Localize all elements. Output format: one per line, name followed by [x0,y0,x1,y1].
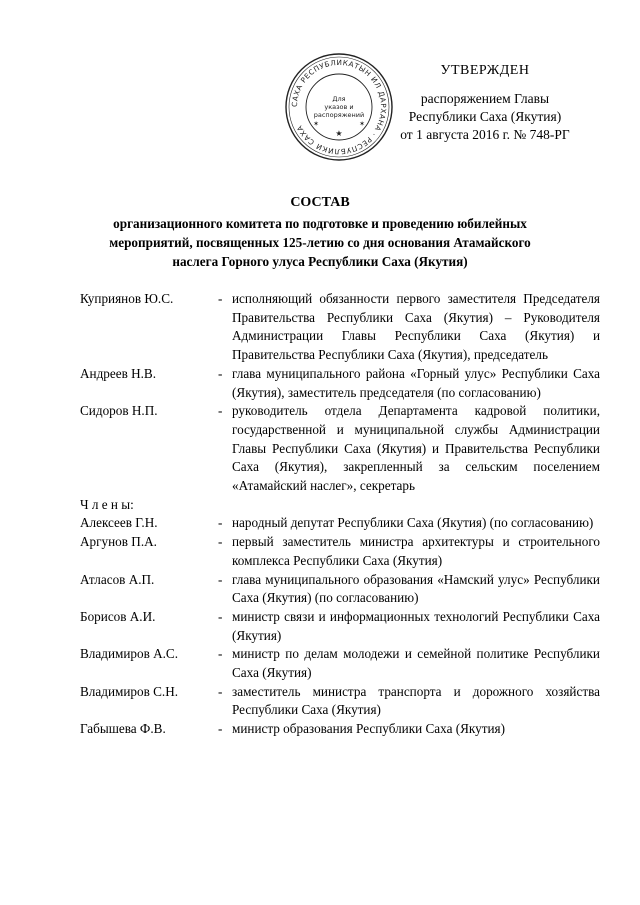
member-row [80,720,600,739]
member-role: руководитель отдела Департамента кадровой политики, государственной и муниципальной службы Администрации Главы Республики Саха (Якутия) и Правительства Республики Саха (Якутия), закрепленный за сельским поселением «Атамайский наслег», секретарь [232,403,600,494]
seal-star-icon: ✶ [313,120,319,128]
approval-line: Республики Саха (Якутия) [408,109,562,124]
seal-star-icon: ★ [335,129,343,138]
approval-block [360,62,610,144]
document-subtitle-line: наслега Горного улуса Республики Саха (Якутия) [172,254,468,269]
approval-title: УТВЕРЖДЕН [440,63,530,78]
member-row [80,514,600,533]
document-heading [80,195,560,271]
leader-row [80,365,600,402]
member-role: глава муниципального района «Горный улус» Республики Саха (Якутия), заместитель председателя (по согласованию) [232,365,600,400]
member-role: министр связи и информационных технологий Республики Саха (Якутия) [232,608,600,643]
dash: - [218,534,223,550]
seal-inner-line-1: Для [332,95,346,103]
member-role: министр по делам молодежи и семейной политике Республики Саха (Якутия) [232,646,600,681]
member-name: Андреев Н.В. [80,365,157,381]
member-name: Алексеев Г.Н. [80,515,158,531]
member-name: Борисов А.И. [80,608,156,624]
dash: - [218,571,223,587]
member-role: первый заместитель министра архитектуры и строительного комплекса Республики Саха (Якутия) [232,534,600,568]
member-name: Атласов А.П. [80,571,155,587]
member-role: глава муниципального образования «Намский улус» Республики Саха (Якутия) (по согласованию) [232,571,600,606]
seal-outer-text: САХА РЕСПУБЛИКАТЫН ИЛ ДАРХАНА · РЕСПУБЛИКИ САХА [289,57,389,157]
dash: - [218,515,223,531]
member-role: заместитель министра транспорта и дорожного хозяйства Республики Саха (Якутия) [232,683,600,718]
committee-list [80,290,600,739]
member-name: Аргунов П.А. [80,534,157,550]
dash: - [218,683,223,699]
approval-line: от 1 августа 2016 г. № 748-РГ [400,127,570,142]
member-name: Владимиров С.Н. [80,683,179,699]
dash: - [218,721,223,737]
document-subtitle-line: организационного комитета по подготовке и проведению юбилейных [113,216,527,231]
dash: - [218,646,223,662]
member-row [80,683,600,720]
member-row [80,608,600,645]
dash: - [218,291,223,306]
member-row [80,571,600,608]
member-name: Владимиров А.С. [80,646,179,662]
dash: - [218,403,223,419]
member-role: исполняющий обязанности первого заместителя Председателя Правительства Республики Саха (Якутия) – Руководителя Администрации Главы Республики Саха (Якутия) и Правительства Республики Саха (Якутия), председатель [232,291,600,363]
dash: - [218,365,223,381]
seal-inner-line-3: распоряжений [313,111,365,119]
members-header: Ч л е н ы: [80,496,134,512]
member-name: Сидоров Н.П. [80,403,158,419]
member-row [80,645,600,682]
leader-row [80,290,600,365]
seal-star-icon: ✶ [359,120,365,128]
leader-row [80,402,600,496]
seal-inner-line-2: указов и [324,103,354,111]
member-role: министр образования Республики Саха (Якутия) [232,721,505,737]
document-subtitle-line: мероприятий, посвященных 125-летию со дня основания Атамайского [109,235,531,250]
document-title: СОСТАВ [290,195,350,210]
member-name: Габышева Ф.В. [80,721,166,737]
approval-line: распоряжением Главы [420,91,550,106]
member-name: Куприянов Ю.С. [80,291,174,306]
dash: - [218,608,223,624]
member-row [80,533,600,570]
member-role: народный депутат Республики Саха (Якутия) (по согласованию) [232,515,594,531]
